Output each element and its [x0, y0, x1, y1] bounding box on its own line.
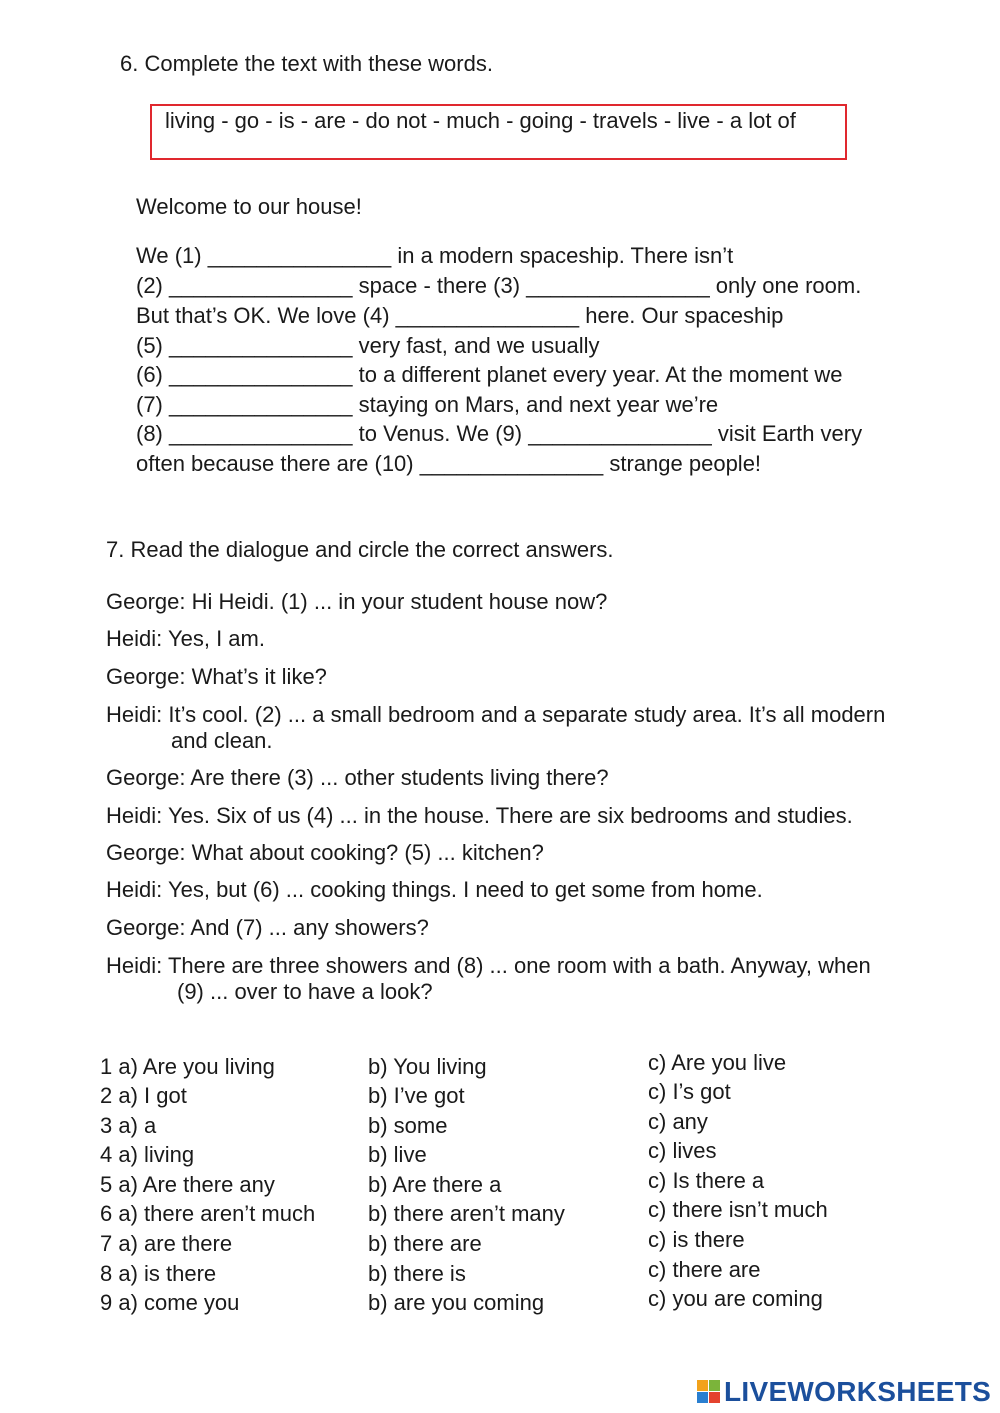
answer-row [0, 1109, 1000, 1141]
dialogue-line: George: Are there (3) ... other students living there? [106, 765, 609, 790]
option-c[interactable]: c) Is there a [648, 1168, 765, 1193]
text-line: (2) _______________ space - there (3) _______________ only one room. [136, 273, 862, 298]
answer-row [0, 1257, 1000, 1289]
exercise-7-title: 7. Read the dialogue and circle the correct answers. [106, 537, 614, 562]
option-a[interactable]: 4 a) living [100, 1142, 195, 1167]
option-b[interactable]: b) there are [368, 1231, 482, 1256]
dialogue-line: Heidi: There are three showers and (8) ... one room with a bath. Anyway, when [106, 953, 871, 978]
logo-text: LIVEWORKSHEETS [724, 1376, 992, 1407]
text-line: (6) _______________ to a different planet every year. At the moment we [136, 362, 843, 387]
dialogue-line-continuation: and clean. [171, 728, 273, 753]
option-b[interactable]: b) I’ve got [368, 1083, 465, 1108]
dialogue-line: Heidi: Yes. Six of us (4) ... in the house. There are six bedrooms and studies. [106, 803, 853, 828]
text-line: But that’s OK. We love (4) _______________ here. Our spaceship [136, 303, 784, 328]
answer-row [0, 1050, 1000, 1082]
option-c[interactable]: c) there are [648, 1257, 761, 1282]
option-b[interactable]: b) there is [368, 1261, 466, 1286]
answer-row [0, 1138, 1000, 1170]
dialogue-line: George: What about cooking? (5) ... kitchen? [106, 840, 544, 865]
word-bank-text: living - go - is - are - do not - much - going - travels - live - a lot of [165, 108, 796, 133]
answer-row [0, 1227, 1000, 1259]
dialogue-line-continuation: (9) ... over to have a look? [177, 979, 433, 1004]
text-line: (8) _______________ to Venus. We (9) _______________ visit Earth very [136, 421, 863, 446]
option-b[interactable]: b) some [368, 1113, 448, 1138]
dialogue-line: George: What’s it like? [106, 664, 327, 689]
option-a[interactable]: 9 a) come you [100, 1290, 240, 1315]
option-c[interactable]: c) any [648, 1109, 708, 1134]
option-a[interactable]: 8 a) is there [100, 1261, 217, 1286]
text-line: We (1) _______________ in a modern spaceship. There isn’t [136, 243, 734, 268]
dialogue-line: Heidi: It’s cool. (2) ... a small bedroom and a separate study area. It’s all modern [106, 702, 886, 727]
option-c[interactable]: c) Are you live [648, 1050, 787, 1075]
answer-row [0, 1286, 1000, 1318]
option-b[interactable]: b) are you coming [368, 1290, 545, 1315]
option-b[interactable]: b) there aren’t many [368, 1201, 565, 1226]
dialogue-line: George: And (7) ... any showers? [106, 915, 429, 940]
option-b[interactable]: b) live [368, 1142, 427, 1167]
logo-mark-icon [697, 1380, 721, 1404]
option-c[interactable]: c) lives [648, 1138, 717, 1163]
answer-row [0, 1197, 1000, 1229]
option-c[interactable]: c) is there [648, 1227, 745, 1252]
option-a[interactable]: 1 a) Are you living [100, 1054, 275, 1079]
option-c[interactable]: c) there isn’t much [648, 1197, 828, 1222]
dialogue-line: Heidi: Yes, I am. [106, 626, 265, 651]
option-a[interactable]: 5 a) Are there any [100, 1172, 275, 1197]
option-a[interactable]: 7 a) are there [100, 1231, 233, 1256]
text-line: often because there are (10) _______________ strange people! [136, 451, 762, 476]
text-line: (7) _______________ staying on Mars, and next year we’re [136, 392, 719, 417]
dialogue-line: George: Hi Heidi. (1) ... in your student house now? [106, 589, 608, 614]
option-b[interactable]: b) Are there a [368, 1172, 502, 1197]
exercise-6-title: 6. Complete the text with these words. [120, 51, 493, 76]
dialogue-line: Heidi: Yes, but (6) ... cooking things. I need to get some from home. [106, 877, 763, 902]
word-bank-box [150, 104, 847, 160]
option-a[interactable]: 6 a) there aren’t much [100, 1201, 316, 1226]
option-a[interactable]: 2 a) I got [100, 1083, 187, 1108]
option-c[interactable]: c) you are coming [648, 1286, 823, 1311]
answer-row [0, 1079, 1000, 1111]
text-line: (5) _______________ very fast, and we usually [136, 333, 600, 358]
option-a[interactable]: 3 a) a [100, 1113, 157, 1138]
option-b[interactable]: b) You living [368, 1054, 487, 1079]
option-c[interactable]: c) I’s got [648, 1079, 731, 1104]
answer-row [0, 1168, 1000, 1200]
text-greeting: Welcome to our house! [136, 194, 362, 219]
